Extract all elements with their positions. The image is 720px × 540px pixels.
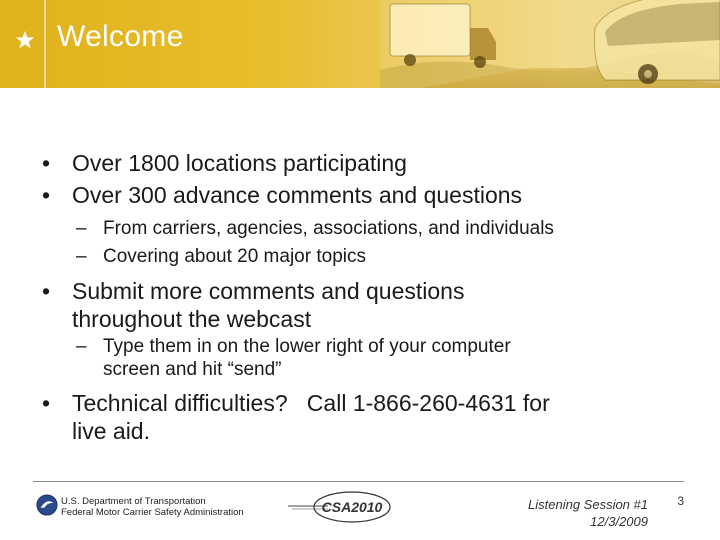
- dot-seal-icon: [36, 494, 58, 516]
- bullet-marker: •: [42, 182, 51, 208]
- bullet-item: Over 300 advance comments and questions: [72, 182, 523, 208]
- sub-bullet-item-line: screen and hit “send”: [103, 359, 282, 380]
- csa-logo-text: CSA2010: [321, 499, 383, 515]
- bullet-marker: •: [42, 278, 51, 304]
- sub-bullet-marker: –: [76, 246, 87, 267]
- fmcsa-name: Federal Motor Carrier Safety Administration: [61, 507, 244, 518]
- sub-bullet-item: From carriers, agencies, associations, and individuals: [103, 218, 554, 239]
- session-info: [500, 496, 648, 530]
- banner-divider: [44, 0, 46, 88]
- dot-department-name: U.S. Department of Transportation: [61, 496, 206, 507]
- bullet-item-line: live aid.: [72, 418, 150, 444]
- footer-divider: [33, 481, 684, 482]
- star-icon: [14, 29, 36, 51]
- bullet-marker: •: [42, 150, 51, 176]
- csa2010-logo: [288, 489, 392, 525]
- sub-bullet-marker: –: [76, 218, 87, 239]
- sub-bullet-item-line: Type them in on the lower right of your computer: [103, 336, 511, 357]
- sub-bullet-marker: –: [76, 336, 87, 357]
- slide-title: Welcome: [57, 20, 184, 53]
- bullet-item-line: Submit more comments and questions: [72, 278, 465, 304]
- truck-and-bus-photo: [380, 0, 720, 88]
- bullet-marker: •: [42, 390, 51, 416]
- bullet-item-line: Technical difficulties? Call 1-866-260-4631 for: [72, 390, 550, 416]
- page-number: 3: [677, 494, 684, 508]
- session-date: 12/3/2009: [590, 514, 648, 529]
- header-banner: [0, 0, 720, 88]
- sub-bullet-item: Covering about 20 major topics: [103, 246, 366, 267]
- dot-agency-text: [61, 496, 244, 518]
- session-name: Listening Session #1: [528, 497, 648, 512]
- bullet-item-line: throughout the webcast: [72, 306, 312, 332]
- bullet-item: Over 1800 locations participating: [72, 150, 407, 176]
